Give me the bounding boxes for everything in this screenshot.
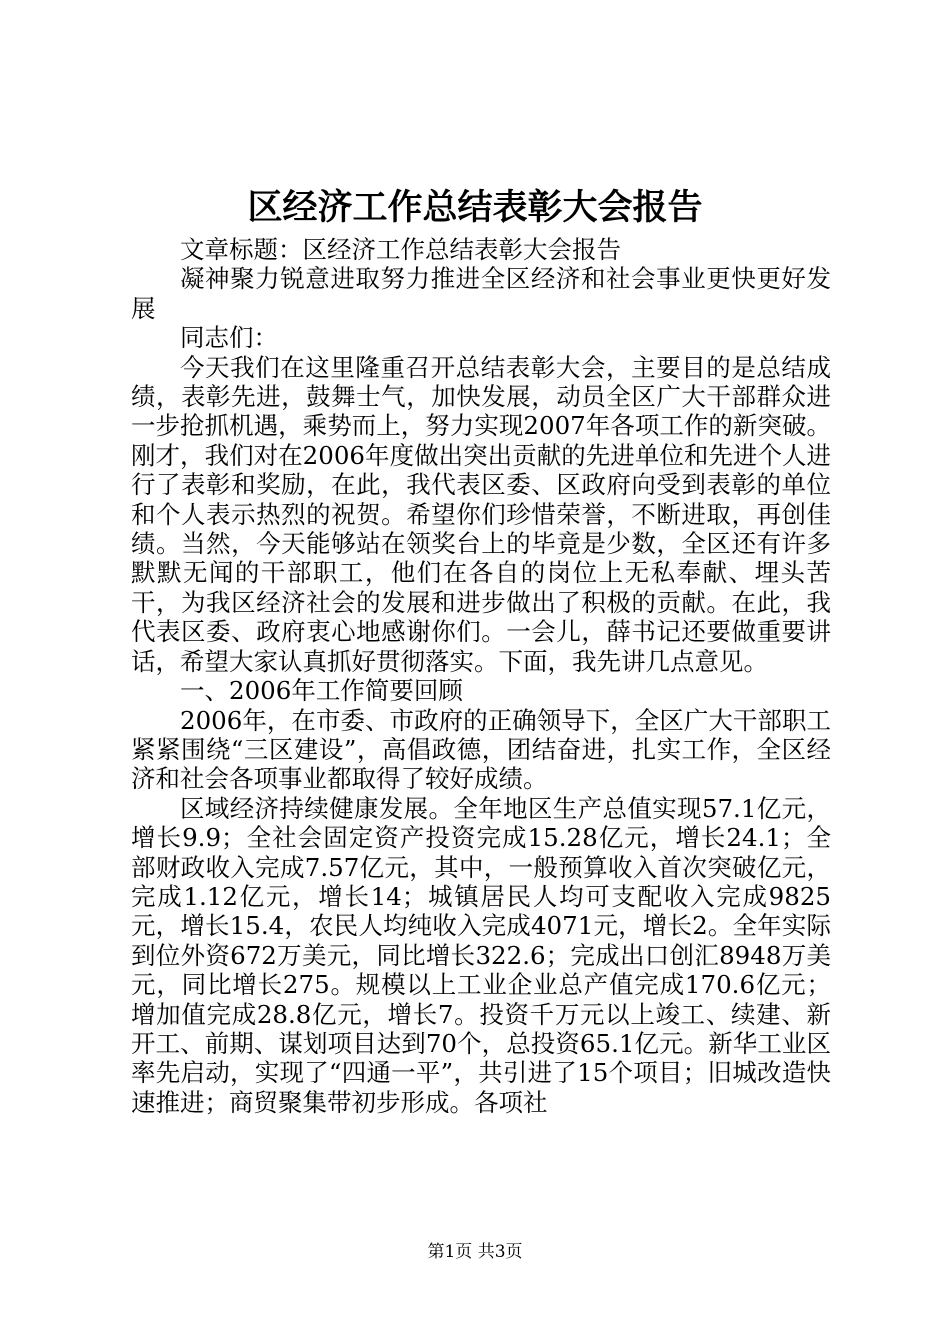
review-paragraph: 2006年，在市委、市政府的正确领导下，全区广大干部职工紧紧围绕“三区建设”，高倡政德，团结奋进，扎实工作，全区经济和社会各项事业都取得了较好成绩。 [131,705,831,794]
document-title: 区经济工作总结表彰大会报告 [247,187,703,228]
subtitle-paragraph: 凝神聚力锐意进取努力推进全区经济和社会事业更快更好发展 [131,264,831,323]
article-title-line: 文章标题：区经济工作总结表彰大会报告 [180,235,621,264]
section-heading: 一、2006年工作简要回顾 [180,676,463,706]
document-body [131,235,831,1117]
salutation: 同志们： [180,323,278,353]
intro-paragraph: 今天我们在这里隆重召开总结表彰大会，主要目的是总结成绩，表彰先进，鼓舞士气，加快发展，动员全区广大干部群众进一步抢抓机遇，乘势而上，努力实现2007年各项工作的新突破。刚才，我们对在2006年度做出突出贡献的先进单位和先进个人进行了表彰和奖励，在此，我代表区委、区政府向受到表彰的单位和个人表示热烈的祝贺。希望你们珍惜荣誉，不断进取，再创佳绩。当然，今天能够站在领奖台上的毕竟是少数，全区还有许多默默无闻的干部职工，他们在各自的岗位上无私奉献、埋头苦干，为我区经济社会的发展和进步做出了积极的贡献。在此，我代表区委、政府衷心地感谢你们。一会儿，薛书记还要做重要讲话，希望大家认真抓好贯彻落实。下面，我先讲几点意见。 [131,352,831,676]
page-footer: 第1页 共3页 [427,1242,523,1262]
economy-paragraph: 区域经济持续健康发展。全年地区生产总值实现57.1亿元，增长9.9；全社会固定资产投资完成15.28亿元，增长24.1；全部财政收入完成7.57亿元，其中，一般预算收入首次突破亿元，完成1.12亿元，增长14；城镇居民人均可支配收入完成9825元，增长15.4，农民人均纯收入完成4071元，增长2。全年实际到位外资672万美元，同比增长322.6；完成出口创汇8948万美元，同比增长275。规模以上工业企业总产值完成170.6亿元；增加值完成28.8亿元，增长7。投资千万元以上竣工、续建、新开工、前期、谋划项目达到70个，总投资65.1亿元。新华工业区率先启动，实现了“四通一平”，共引进了15个项目；旧城改造快速推进；商贸聚集带初步形成。各项社 [131,793,831,1117]
